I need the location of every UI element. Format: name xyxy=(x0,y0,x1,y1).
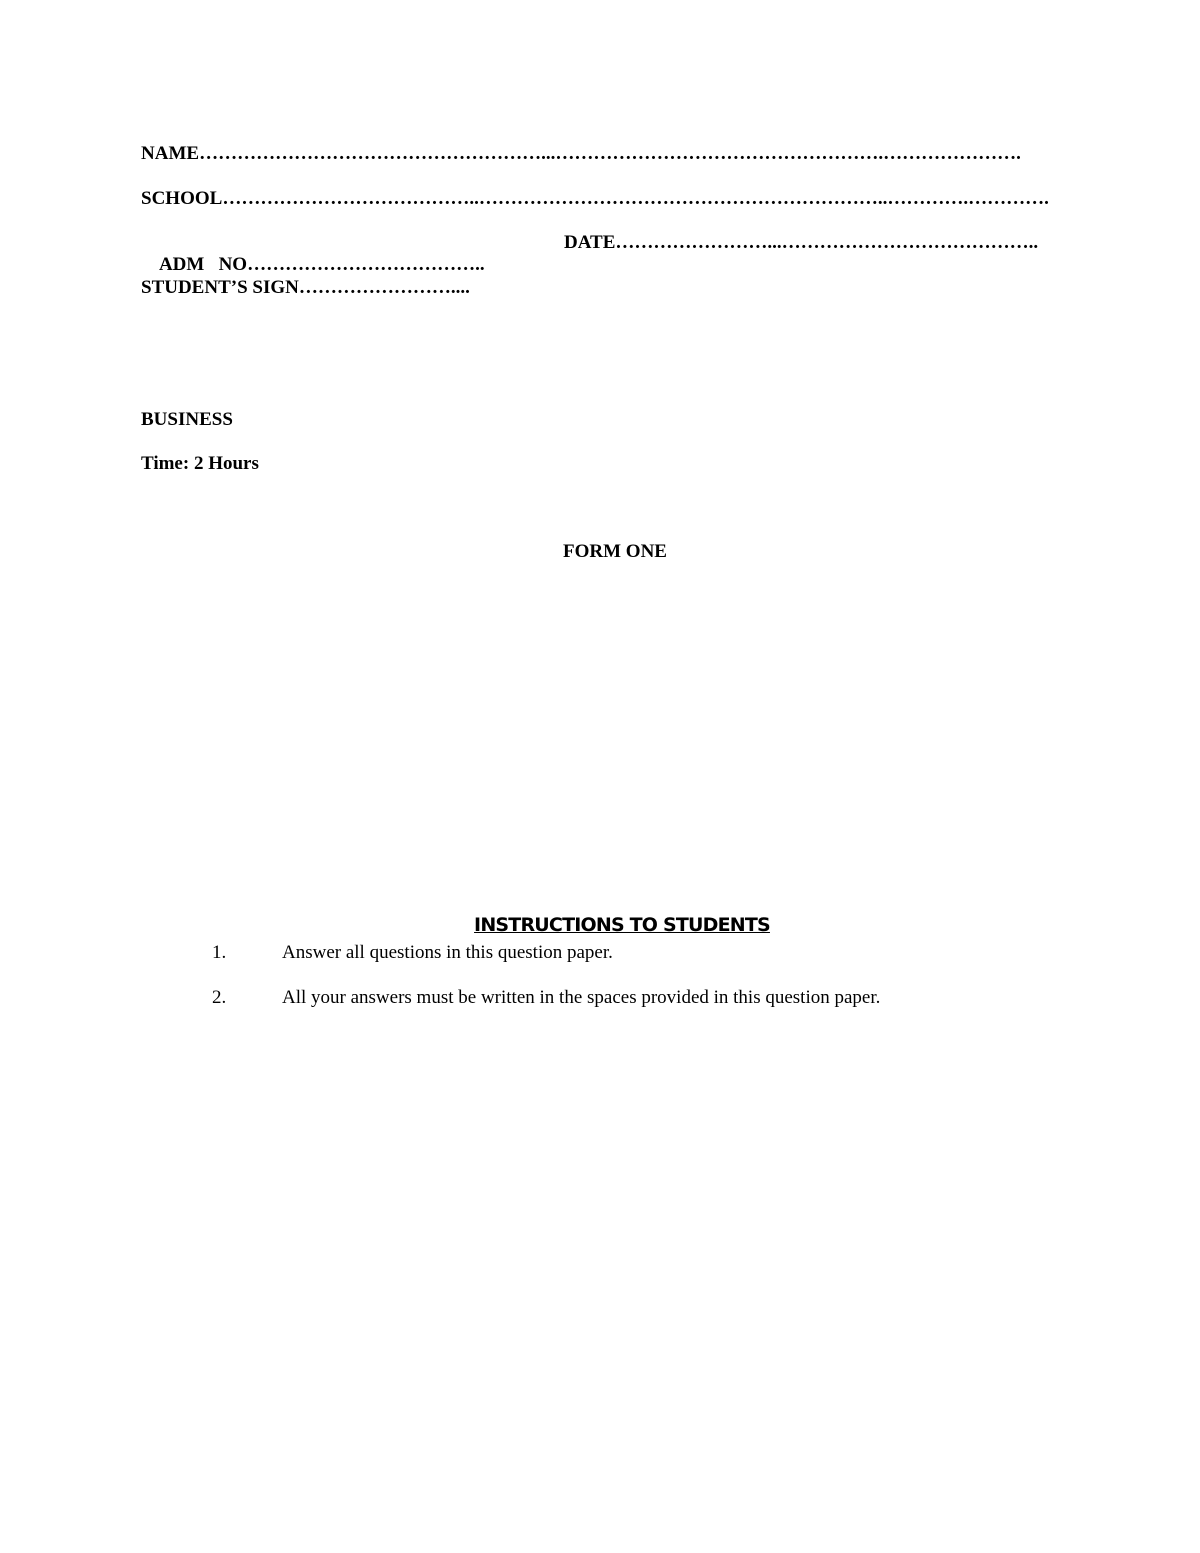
adm-label: ADM NO xyxy=(158,254,248,275)
name-dots: ………………………………………………...…………………………………………….…………………. xyxy=(199,143,1021,164)
exam-duration: Time: 2 Hours xyxy=(141,453,259,474)
instructions-heading: INSTRUCTIONS TO STUDENTS xyxy=(474,914,770,936)
sign-label: STUDENT’S SIGN xyxy=(141,277,299,298)
name-field xyxy=(141,143,1021,165)
date-label: DATE xyxy=(564,232,616,253)
form-level: FORM ONE xyxy=(563,541,667,562)
instruction-number: 1. xyxy=(212,942,227,963)
school-field xyxy=(141,188,1049,210)
instruction-text: All your answers must be written in the spaces provided in this question paper. xyxy=(282,987,881,1008)
student-sign-field xyxy=(141,277,470,299)
subject-title: BUSINESS xyxy=(141,409,233,430)
name-label: NAME xyxy=(141,143,200,164)
adm-dots: ……………………………….. xyxy=(247,254,485,275)
school-dots: …………………………………..………………………………………………………..………….…………. xyxy=(222,188,1049,209)
sign-dots: …………………….... xyxy=(298,277,470,298)
school-label: SCHOOL xyxy=(141,188,223,209)
date-field xyxy=(564,232,1038,254)
instruction-number: 2. xyxy=(212,987,227,1008)
date-dots: ……………………...………………………………….. xyxy=(615,232,1039,253)
instruction-text: Answer all questions in this question paper. xyxy=(282,942,613,963)
